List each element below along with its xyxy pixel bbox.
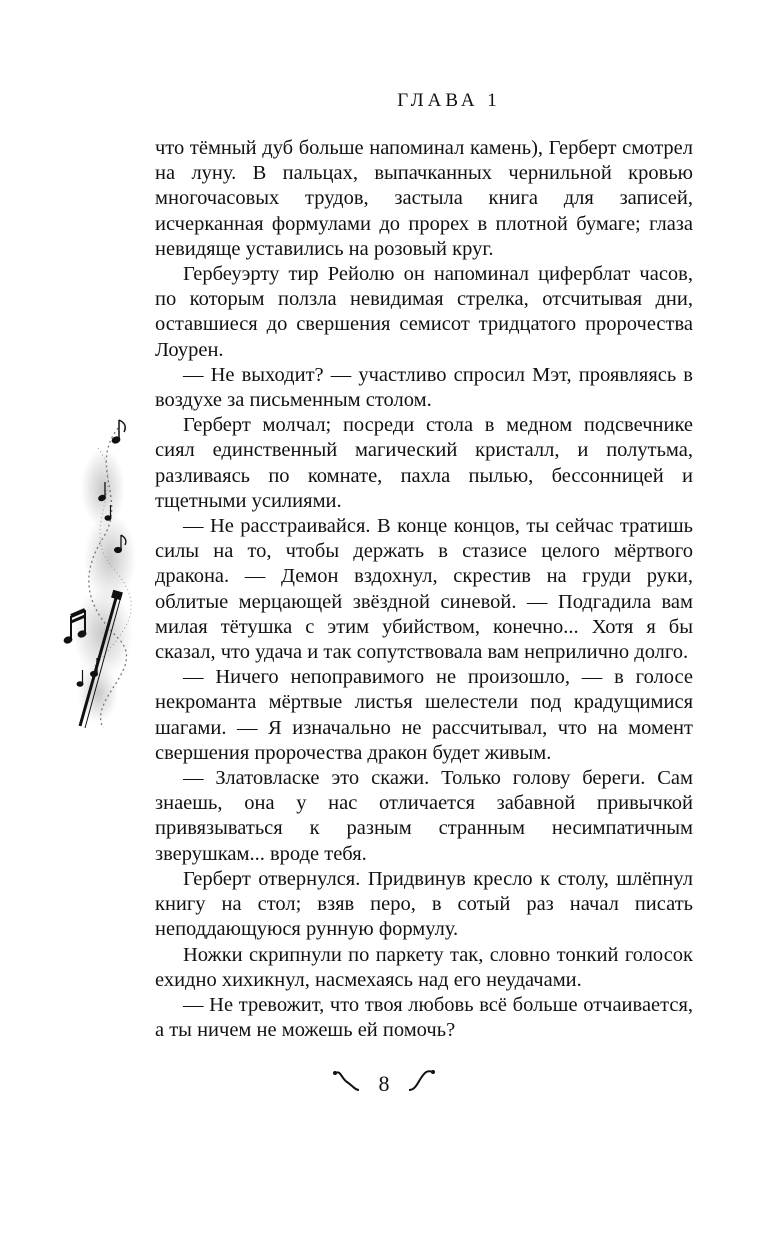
paragraph: Гербеуэрту тир Рейолю он напоминал циферблат часов, по которым ползла невидимая стрелка, отсчитывая дни, оставшиеся до свершения семисот тридцатого пророчества Лоурен. (155, 263, 693, 361)
paragraph: Ножки скрипнули по паркету так, словно тонкий голосок ехидно хихикнул, насмехаясь над его неудачами. (155, 943, 693, 991)
paragraph: что тёмный дуб больше напоминал камень), Герберт смотрел на луну. В пальцах, выпачканных чернильной кровью многочасовых трудов, застыла книга для записей, исчерканная формулами до прорех в плотной бумаге; глаза невидяще уставились на розовый круг. (155, 137, 693, 260)
violin-bow-music-notes-icon (58, 408, 148, 738)
body-text (155, 136, 693, 1043)
chapter-header: ГЛАВА 1 (397, 90, 501, 111)
page-number: 8 (378, 1071, 390, 1096)
paragraph: — Не выходит? — участливо спросил Мэт, проявляясь в воздухе за письменным столом. (155, 363, 693, 412)
left-swash-icon (331, 1068, 361, 1100)
paragraph: — Ничего непоправимого не произошло, — в голосе некроманта мёртвые листья шелестели под крадущимися шагами. — Я изначально не рассчитывал, что на момент свершения пророчества дракон будет живым. (155, 666, 693, 764)
paragraph: Герберт молчал; посреди стола в медном подсвечнике сиял единственный магический кристалл, и полутьма, разливаясь по комнате, пахла пылью, бессонницей и тщетными усилиями. (155, 414, 693, 512)
paragraph: — Не тревожит, что твоя любовь всё больше отчаивается, а ты ничем не можешь ей помочь? (155, 993, 693, 1042)
paragraph: Герберт отвернулся. Придвинув кресло к столу, шлёпнул книгу на стол; взяв перо, в сотый раз начал писать неподдающуюся рунную формулу. (155, 867, 693, 941)
right-swash-icon (407, 1068, 437, 1100)
page-folio (0, 1068, 768, 1100)
paragraph: — Златовласке это скажи. Только голову береги. Сам знаешь, она у нас отличается забавной привычкой привязываться к разным странным несимпатичным зверушкам... вроде тебя. (155, 767, 693, 865)
paragraph: — Не расстраивайся. В конце концов, ты сейчас тратишь силы на то, чтобы держать в стазисе целого мёртвого дракона. — Демон вздохнул, скрестив на груди руки, облитые мерцающей звёздной синевой. — Подгадила вам милая тётушка с этим убийством, конечно... Хотя я бы сказал, что удача и так сопутствовала вам неприлично долго. (155, 515, 693, 664)
